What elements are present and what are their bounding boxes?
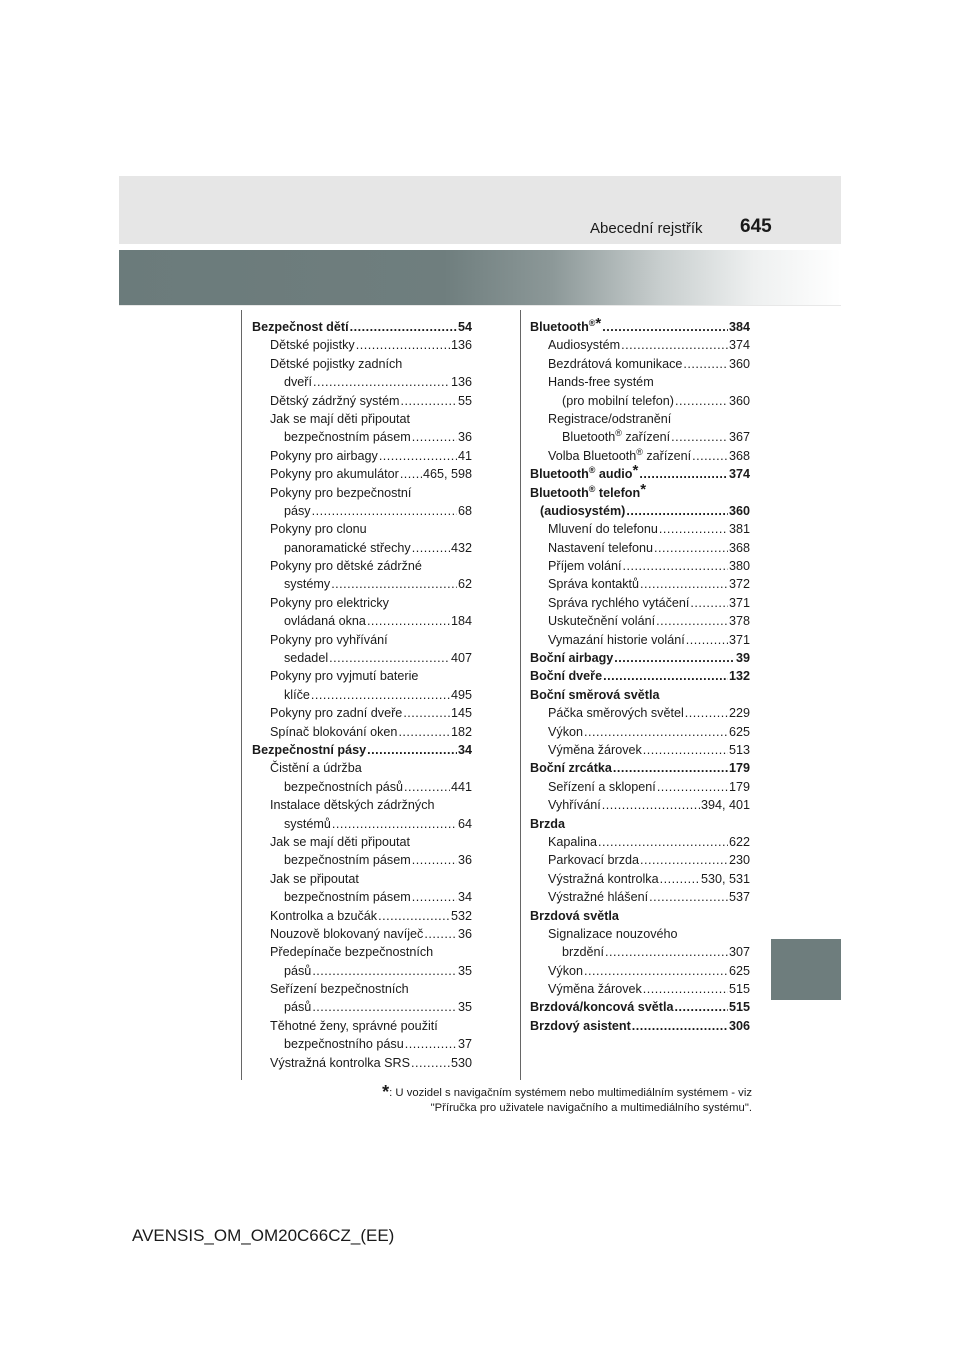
index-entry xyxy=(530,907,750,925)
dot-leader xyxy=(598,833,728,851)
page-reference: 378 xyxy=(728,614,750,629)
dot-leader xyxy=(367,741,457,759)
index-subentry xyxy=(530,925,750,943)
index-subentry xyxy=(252,336,472,354)
index-subentry xyxy=(252,612,472,630)
index-subentry xyxy=(252,943,472,961)
dot-leader xyxy=(686,631,728,649)
index-subentry xyxy=(252,428,472,446)
index-subentry xyxy=(530,778,750,796)
page-reference: 384 xyxy=(728,320,750,334)
entry-label: Těhotné ženy, správné použití xyxy=(270,1018,438,1033)
page-reference: 532 xyxy=(450,908,472,923)
index-subentry xyxy=(530,557,750,575)
page-reference: 62 xyxy=(457,577,472,592)
dot-leader xyxy=(623,557,728,575)
dot-leader xyxy=(356,336,450,354)
entry-label: brzdění xyxy=(562,945,605,960)
footnote-star-mark: * xyxy=(632,462,639,480)
index-subentry xyxy=(530,502,750,520)
index-subentry xyxy=(252,392,472,410)
dot-leader xyxy=(602,796,700,814)
dot-leader xyxy=(398,723,450,741)
entry-label: Bezpečnostní pásy xyxy=(252,742,367,757)
dot-leader xyxy=(379,447,457,465)
entry-label: Příjem volání xyxy=(548,559,622,574)
entry-label: pásů xyxy=(284,963,312,978)
entry-label: Pokyny pro zadní dveře xyxy=(270,706,403,721)
index-subentry xyxy=(252,962,472,980)
page-reference: 36 xyxy=(457,926,472,941)
entry-label: systémy xyxy=(284,577,331,592)
index-subentry xyxy=(252,1054,472,1072)
index-subentry xyxy=(530,336,750,354)
index-entry xyxy=(252,318,472,336)
dot-leader xyxy=(639,465,728,483)
entry-label: Brzda xyxy=(530,816,565,831)
dot-leader xyxy=(685,704,728,722)
dot-leader xyxy=(312,502,457,520)
entry-label: Bluetooth® telefon* xyxy=(530,480,647,500)
dot-leader xyxy=(331,575,457,593)
entry-label: Dětský zádržný systém xyxy=(270,393,400,408)
footnote-star: * xyxy=(382,1082,390,1102)
dot-leader xyxy=(412,888,457,906)
entry-label: Signalizace nouzového xyxy=(548,926,678,941)
entry-label: Výstražné hlášení xyxy=(548,890,649,905)
index-subentry xyxy=(530,355,750,373)
index-subentry xyxy=(530,796,750,814)
page-reference: 55 xyxy=(457,393,472,408)
page-reference: 374 xyxy=(728,338,750,353)
page-reference: 64 xyxy=(457,816,472,831)
dot-leader xyxy=(313,373,450,391)
entry-label: Audiosystém xyxy=(548,338,621,353)
page-reference: 537 xyxy=(728,890,750,905)
dot-leader xyxy=(632,1017,728,1035)
index-subentry xyxy=(252,649,472,667)
entry-label: systémů xyxy=(284,816,331,831)
dot-leader xyxy=(329,649,450,667)
page-reference: 54 xyxy=(457,320,472,334)
entry-label: Výměna žárovek xyxy=(548,742,642,757)
index-subentry xyxy=(252,373,472,391)
index-entry xyxy=(530,759,750,777)
dot-leader xyxy=(412,428,457,446)
entry-label: Pokyny pro clonu xyxy=(270,522,367,537)
entry-label: Kapalina xyxy=(548,834,598,849)
entry-label: Výměna žárovek xyxy=(548,982,642,997)
page-reference: 380 xyxy=(728,559,750,574)
index-subentry xyxy=(252,667,472,685)
index-subentry xyxy=(530,594,750,612)
page-reference: 360 xyxy=(728,393,750,408)
entry-label: Volba Bluetooth® zařízení xyxy=(548,446,692,463)
page-reference: 368 xyxy=(728,540,750,555)
dot-leader xyxy=(613,759,728,777)
index-subentry xyxy=(530,392,750,410)
index-subentry xyxy=(252,851,472,869)
dot-leader xyxy=(614,649,735,667)
entry-label: Páčka směrových světel xyxy=(548,706,684,721)
page-reference: 34 xyxy=(457,890,472,905)
entry-label: Výstražná kontrolka SRS xyxy=(270,1055,410,1070)
dot-leader xyxy=(660,870,700,888)
index-entry xyxy=(530,1017,750,1035)
index-subentry xyxy=(252,355,472,373)
dot-leader xyxy=(621,336,728,354)
page-reference: 515 xyxy=(728,982,750,997)
index-subentry xyxy=(530,520,750,538)
page-reference: 360 xyxy=(728,503,750,518)
entry-label: pásů xyxy=(284,1000,312,1015)
page-reference: 371 xyxy=(728,595,750,610)
index-entry xyxy=(530,649,750,667)
entry-label: Seřízení a sklopení xyxy=(548,779,656,794)
entry-label: Nastavení telefonu xyxy=(548,540,654,555)
entry-label: Předepínače bezpečnostních xyxy=(270,945,434,960)
page-reference: 41 xyxy=(457,448,472,463)
page-reference: 37 xyxy=(457,1037,472,1052)
index-entry xyxy=(252,741,472,759)
entry-label: Jak se mají děti připoutat xyxy=(270,411,411,426)
dot-leader xyxy=(312,998,457,1016)
index-subentry xyxy=(530,870,750,888)
index-subentry xyxy=(530,962,750,980)
index-subentry xyxy=(530,612,750,630)
page-reference: 622 xyxy=(728,834,750,849)
dot-leader xyxy=(640,851,728,869)
entry-label: bezpečnostního pásu xyxy=(284,1037,404,1052)
page-reference: 530 xyxy=(450,1055,472,1070)
index-subentry xyxy=(252,484,472,502)
entry-label: sedadel xyxy=(284,651,329,666)
entry-label: Pokyny pro dětské zádržné xyxy=(270,559,422,574)
entry-label: panoramatické střechy xyxy=(284,540,411,555)
index-subentry xyxy=(252,759,472,777)
entry-label: Pokyny pro vyjmutí baterie xyxy=(270,669,419,684)
index-subentry xyxy=(530,704,750,722)
index-subentry xyxy=(252,815,472,833)
index-column-right xyxy=(530,315,750,1035)
dot-leader xyxy=(603,667,728,685)
entry-label: bezpečnostním pásem xyxy=(284,890,411,905)
page-reference: 530, 531 xyxy=(700,871,750,886)
index-subentry xyxy=(530,575,750,593)
footnote-line-1: : U vozidel s navigačním systémem nebo multimediálním systémem - viz xyxy=(389,1087,752,1099)
entry-label: Brzdová světla xyxy=(530,908,619,923)
index-subentry xyxy=(252,796,472,814)
page-reference: 371 xyxy=(728,632,750,647)
dot-leader xyxy=(671,428,728,446)
dot-leader xyxy=(690,594,728,612)
index-subentry xyxy=(252,410,472,428)
index-subentry xyxy=(252,539,472,557)
entry-label: Boční airbagy xyxy=(530,651,614,666)
page-reference: 307 xyxy=(728,945,750,960)
index-entry xyxy=(530,315,750,336)
page-reference: 145 xyxy=(450,706,472,721)
index-subentry xyxy=(530,428,750,446)
index-subentry xyxy=(252,907,472,925)
entry-label: Nouzově blokovaný navíječ xyxy=(270,926,424,941)
page-reference: 132 xyxy=(728,669,750,684)
header-gradient-bar xyxy=(119,250,841,305)
entry-label: pásy xyxy=(284,503,311,518)
entry-label: Uskutečnění volání xyxy=(548,614,656,629)
page-reference: 372 xyxy=(728,577,750,592)
entry-label: bezpečnostním pásem xyxy=(284,853,411,868)
index-subentry xyxy=(252,631,472,649)
footnote-star-mark: * xyxy=(640,480,647,498)
index-subentry xyxy=(530,741,750,759)
entry-label: Seřízení bezpečnostních xyxy=(270,982,409,997)
index-subentry xyxy=(530,447,750,465)
dot-leader xyxy=(692,447,728,465)
dot-leader xyxy=(584,723,728,741)
dot-leader xyxy=(403,704,450,722)
page-reference: 230 xyxy=(728,853,750,868)
entry-label: Registrace/odstranění xyxy=(548,411,672,426)
index-subentry xyxy=(530,373,750,391)
page-reference: 35 xyxy=(457,1000,472,1015)
page-reference: 513 xyxy=(728,742,750,757)
entry-label: Pokyny pro akumulátor xyxy=(270,467,399,482)
dot-leader xyxy=(367,612,450,630)
dot-leader xyxy=(378,907,450,925)
index-subentry xyxy=(252,520,472,538)
entry-label: Vyhřívání xyxy=(548,798,601,813)
index-subentry xyxy=(530,539,750,557)
index-entry xyxy=(530,686,750,704)
entry-label: Výkon xyxy=(548,963,584,978)
page-reference: 394, 401 xyxy=(700,798,750,813)
page-reference: 432 xyxy=(450,540,472,555)
entry-label: Správa rychlého vytáčení xyxy=(548,595,690,610)
entry-label: Čistění a údržba xyxy=(270,761,362,776)
dot-leader xyxy=(332,815,457,833)
dot-leader xyxy=(640,575,728,593)
entry-label: Bluetooth® zařízení xyxy=(562,428,671,445)
index-subentry xyxy=(252,686,472,704)
dot-leader xyxy=(584,962,728,980)
index-subentry xyxy=(530,980,750,998)
index-subentry xyxy=(530,943,750,961)
page-reference: 184 xyxy=(450,614,472,629)
page-reference: 179 xyxy=(728,779,750,794)
page-reference: 36 xyxy=(457,430,472,445)
entry-label: ovládaná okna xyxy=(284,614,366,629)
dot-leader xyxy=(657,778,728,796)
dot-leader xyxy=(424,925,457,943)
index-subentry xyxy=(252,447,472,465)
document-code: AVENSIS_OM_OM20C66CZ_(EE) xyxy=(132,1226,395,1245)
page-reference: 407 xyxy=(450,651,472,666)
index-column-left xyxy=(252,318,472,1072)
index-subentry xyxy=(252,465,472,483)
dot-leader xyxy=(643,980,728,998)
index-subentry xyxy=(252,888,472,906)
page-reference: 465, 598 xyxy=(422,467,472,482)
dot-leader xyxy=(649,888,728,906)
entry-label: Boční zrcátka xyxy=(530,761,612,776)
page-reference: 515 xyxy=(728,1000,750,1015)
dot-leader xyxy=(602,318,728,336)
page-reference: 368 xyxy=(728,448,750,463)
left-margin-rule xyxy=(241,310,242,1080)
index-subentry xyxy=(252,575,472,593)
page-reference: 625 xyxy=(728,724,750,739)
entry-label: bezpečnostních pásů xyxy=(284,779,404,794)
page-reference: 360 xyxy=(728,356,750,371)
column-divider xyxy=(520,310,521,1080)
index-subentry xyxy=(252,778,472,796)
entry-label: Výkon xyxy=(548,724,584,739)
entry-label: Kontrolka a bzučák xyxy=(270,908,378,923)
entry-label: Bluetooth® audio* xyxy=(530,462,639,482)
index-side-tab xyxy=(771,939,841,1000)
dot-leader xyxy=(683,355,728,373)
header-divider xyxy=(119,305,841,306)
page-reference: 179 xyxy=(728,761,750,776)
dot-leader xyxy=(675,392,728,410)
entry-label: Bluetooth®* xyxy=(530,315,602,334)
index-subentry xyxy=(252,723,472,741)
index-subentry xyxy=(252,833,472,851)
index-subentry xyxy=(252,1017,472,1035)
index-subentry xyxy=(252,557,472,575)
entry-label: Dětské pojistky xyxy=(270,338,355,353)
dot-leader xyxy=(350,318,457,336)
entry-label: Pokyny pro bezpečnostní xyxy=(270,485,412,500)
entry-label: Parkovací brzda xyxy=(548,853,639,868)
dot-leader xyxy=(405,1035,457,1053)
entry-label: Pokyny pro airbagy xyxy=(270,448,378,463)
dot-leader xyxy=(400,465,422,483)
entry-label: Mluvení do telefonu xyxy=(548,522,658,537)
index-subentry xyxy=(252,704,472,722)
index-subentry xyxy=(252,1035,472,1053)
dot-leader xyxy=(654,539,728,557)
entry-label: bezpečnostním pásem xyxy=(284,430,411,445)
entry-label: Pokyny pro elektricky xyxy=(270,595,389,610)
index-subentry xyxy=(530,851,750,869)
dot-leader xyxy=(312,962,457,980)
page-number: 645 xyxy=(740,216,772,237)
entry-label: Boční směrová světla xyxy=(530,687,660,702)
index-entry xyxy=(530,480,750,502)
entry-label: Brzdová/koncová světla xyxy=(530,1000,674,1015)
entry-label: dveří xyxy=(284,375,312,390)
entry-label: Výstražná kontrolka xyxy=(548,871,659,886)
page-reference: 34 xyxy=(457,742,472,757)
entry-label: Bezpečnost dětí xyxy=(252,320,349,334)
page-reference: 36 xyxy=(457,853,472,868)
dot-leader xyxy=(412,851,457,869)
page-reference: 68 xyxy=(457,503,472,518)
dot-leader xyxy=(675,998,728,1016)
page-reference: 182 xyxy=(450,724,472,739)
dot-leader xyxy=(643,741,728,759)
page-reference: 367 xyxy=(728,430,750,445)
entry-label: klíče xyxy=(284,687,310,702)
entry-label: (audiosystém) xyxy=(540,503,626,518)
entry-label: Brzdový asistent xyxy=(530,1018,631,1033)
dot-leader xyxy=(411,1054,450,1072)
page-reference: 625 xyxy=(728,963,750,978)
entry-label: Jak se připoutat xyxy=(270,871,359,886)
entry-label: Správa kontaktů xyxy=(548,577,640,592)
index-entry xyxy=(530,667,750,685)
page-reference: 35 xyxy=(457,963,472,978)
footnote xyxy=(382,1083,752,1116)
entry-label: Jak se mají děti připoutat xyxy=(270,834,411,849)
dot-leader xyxy=(400,392,457,410)
entry-label: Boční dveře xyxy=(530,669,603,684)
section-title: Abecední rejstřík xyxy=(590,220,703,237)
page-reference: 374 xyxy=(728,467,750,482)
dot-leader xyxy=(412,539,450,557)
page-reference: 306 xyxy=(728,1018,750,1033)
entry-label: Vymazání historie volání xyxy=(548,632,685,647)
page-reference: 381 xyxy=(728,522,750,537)
index-subentry xyxy=(252,594,472,612)
entry-label: Bezdrátová komunikace xyxy=(548,356,683,371)
index-subentry xyxy=(530,833,750,851)
entry-label: Spínač blokování oken xyxy=(270,724,398,739)
dot-leader xyxy=(404,778,450,796)
index-subentry xyxy=(252,980,472,998)
index-entry xyxy=(530,998,750,1016)
page-reference: 39 xyxy=(735,651,750,666)
page-reference: 136 xyxy=(450,375,472,390)
index-subentry xyxy=(530,888,750,906)
entry-label: Instalace dětských zádržných xyxy=(270,798,435,813)
index-subentry xyxy=(530,631,750,649)
dot-leader xyxy=(311,686,450,704)
index-subentry xyxy=(252,925,472,943)
index-entry xyxy=(530,815,750,833)
index-subentry xyxy=(252,502,472,520)
page-reference: 136 xyxy=(450,338,472,353)
entry-label: Pokyny pro vyhřívání xyxy=(270,632,388,647)
entry-label: (pro mobilní telefon) xyxy=(562,393,674,408)
dot-leader xyxy=(659,520,728,538)
footnote-star-mark: * xyxy=(595,315,602,332)
page-reference: 441 xyxy=(450,779,472,794)
index-subentry xyxy=(530,410,750,428)
dot-leader xyxy=(626,502,728,520)
header-band xyxy=(119,176,841,244)
dot-leader xyxy=(656,612,728,630)
page-reference: 229 xyxy=(728,706,750,721)
entry-label: Dětské pojistky zadních xyxy=(270,356,403,371)
footnote-line-2: "Příručka pro uživatele navigačního a multimediálního systému". xyxy=(430,1102,752,1114)
index-subentry xyxy=(530,723,750,741)
page-reference: 495 xyxy=(450,687,472,702)
entry-label: Hands-free systém xyxy=(548,375,654,390)
index-subentry xyxy=(252,998,472,1016)
index-subentry xyxy=(252,870,472,888)
dot-leader xyxy=(605,943,728,961)
